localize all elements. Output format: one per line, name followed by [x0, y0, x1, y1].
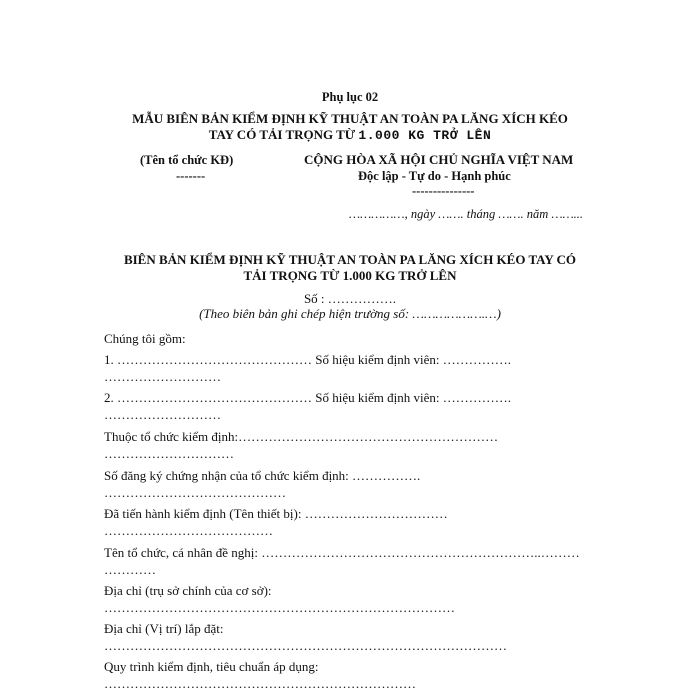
inspection-org-continuation: …………………………	[104, 446, 234, 461]
org-divider: -------	[176, 169, 206, 183]
requester-continuation: …………	[104, 562, 156, 577]
inspector-1-line: 1. ……………………………………… Số hiệu kiểm định viên: …………….	[104, 352, 511, 367]
template-title-line2-part1: TAY CÓ TẢI TRỌNG TỪ	[208, 127, 356, 142]
equipment-continuation: …………………………………	[104, 523, 273, 538]
install-location-line: Địa chỉ (Vị trí) lắp đặt:	[104, 621, 224, 636]
requester-line: Tên tổ chức, cá nhân đề nghị: ………………………………………………………..………	[104, 545, 580, 560]
procedure-continuation: ………………………………………………………………	[104, 676, 416, 691]
report-number: Số : …………….	[303, 291, 397, 306]
intro-text: Chúng tôi gồm:	[104, 331, 186, 346]
national-motto: CỘNG HÒA XÃ HỘI CHỦ NGHĨA VIỆT NAM	[304, 152, 574, 167]
address-continuation: ………………………………………………………………………	[104, 600, 455, 615]
template-title-line2-part2: 1.000 KG TRỞ LÊN	[358, 128, 492, 143]
national-slogan: Độc lập - Tự do - Hạnh phúc	[358, 169, 511, 183]
install-location-continuation: …………………………………………………………………………………	[104, 638, 507, 653]
report-title-line2: TẢI TRỌNG TỪ 1.000 KG TRỞ LÊN	[243, 268, 457, 283]
inspector-2-line: 2. ……………………………………… Số hiệu kiểm định viên: …………….	[104, 390, 511, 405]
org-name: (Tên tổ chức KĐ)	[140, 153, 234, 167]
field-record-reference: (Theo biên bản ghi chép hiện trường số: ……………….…)	[199, 306, 501, 321]
appendix-label: Phụ lục 02	[321, 90, 379, 104]
procedure-line: Quy trình kiểm định, tiêu chuẩn áp dụng:	[104, 659, 319, 674]
inspector-2-continuation: ………………………	[104, 407, 221, 422]
equipment-line: Đã tiến hành kiểm định (Tên thiết bị): ……………………………	[104, 506, 448, 521]
registration-continuation: ……………………………………	[104, 485, 286, 500]
inspector-1-continuation: ………………………	[104, 369, 221, 384]
inspection-org-line: Thuộc tổ chức kiểm định:……………………………………………………	[104, 429, 499, 444]
template-title-line1: MẪU BIÊN BẢN KIỂM ĐỊNH KỸ THUẬT AN TOÀN PA LĂNG XÍCH KÉO	[132, 111, 568, 126]
date-line: ……………, ngày ……. tháng ……. năm ……...	[349, 207, 584, 221]
registration-line: Số đăng ký chứng nhận của tổ chức kiểm định: …………….	[104, 468, 421, 483]
address-line: Địa chỉ (trụ sở chính của cơ sở):	[104, 583, 272, 598]
national-divider: ---------------	[412, 184, 475, 198]
report-title-line1: BIÊN BẢN KIỂM ĐỊNH KỸ THUẬT AN TOÀN PA LĂNG XÍCH KÉO TAY CÓ	[123, 252, 577, 267]
template-title-line2	[0, 127, 700, 143]
